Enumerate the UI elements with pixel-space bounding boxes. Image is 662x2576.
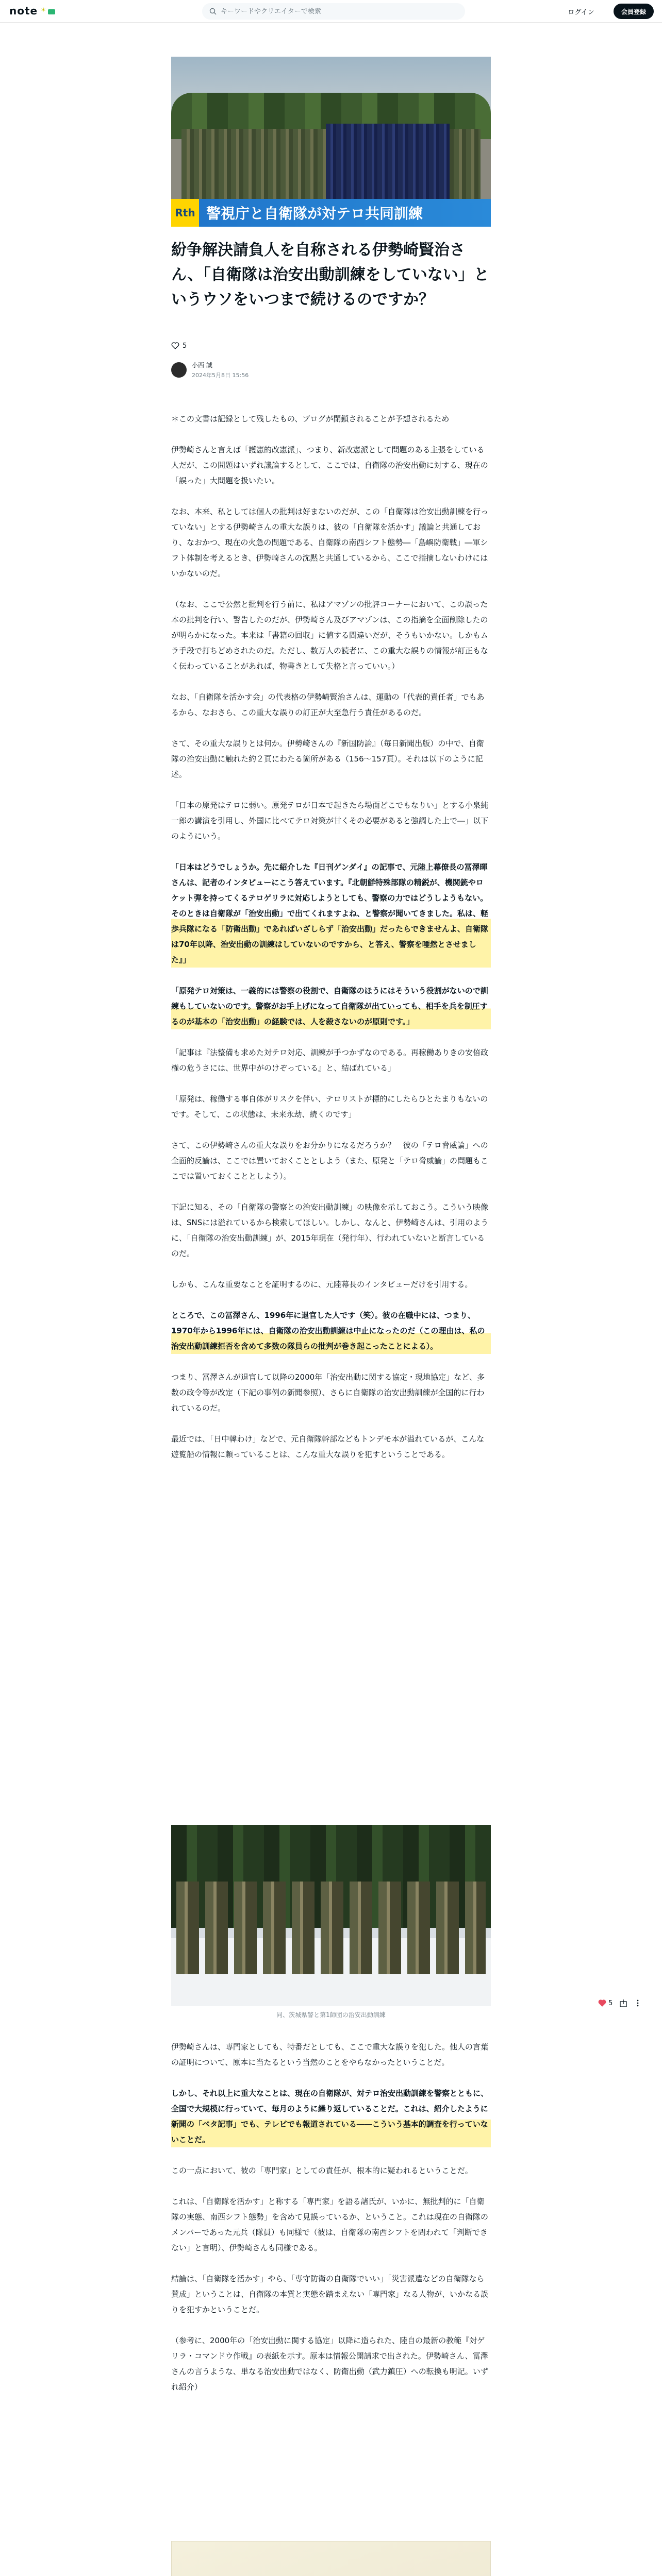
paragraph: この一点において、彼の「専門家」としての責任が、根本的に疑われるということだ。 bbox=[171, 2166, 473, 2175]
training-photo bbox=[171, 1825, 491, 2006]
paragraph: 伊勢崎さんは、専門家としても、特番だとしても、ここで重大な誤りを犯した。他人の言葉の証明について、原本に当たるという当然のことをやらなかったということだ。 bbox=[171, 2042, 489, 2067]
search-input[interactable] bbox=[221, 8, 448, 15]
avatar[interactable] bbox=[171, 362, 187, 378]
paragraph: 最近では、「日中韓わけ」などで、元自衛隊幹部などもトンデモ本が溢れているが、こんな遊覧船の情報に頼っていることは、こんな重大な誤りを犯すということである。 bbox=[171, 1434, 485, 1459]
heart-icon[interactable] bbox=[598, 1999, 606, 2007]
signup-button[interactable]: 会員登録 bbox=[614, 4, 654, 19]
paragraph: 「日本の原発はテロに弱い。原発テロが日本で起きたら場面どこでもなりい」とする小泉純一郎の講演を引用し、外国に比べてテロ対策が甘くその必要があると強調した上で―」以下のようにいう。 bbox=[171, 801, 489, 841]
share-icon[interactable] bbox=[620, 1999, 627, 2007]
author-name[interactable]: 小西 誠 bbox=[192, 362, 212, 369]
paragraph: なお、「自衛隊を活かす会」の代表格の伊勢崎賢治さんは、運動の「代表的責任者」でもあるから、なおさら、この重大な誤りの訂正が大至急行う責任があるのだ。 bbox=[171, 692, 485, 717]
hero-police bbox=[326, 124, 450, 201]
heart-icon[interactable] bbox=[171, 342, 179, 350]
paragraph: （参考に、2000年の「治安出動に関する協定」以降に造られた、陸自の最新の教範『対ゲリラ・コマンドウ作戦』の表紙を示す。原本は情報公開請求で出された。伊勢崎さん、冨澤さんの言うような、単なる治安出動ではなく、防衛出動（武力鎮圧）への転換も明記。いずれ紹介） bbox=[171, 2336, 488, 2392]
broadcaster-mark: Rth bbox=[171, 199, 199, 227]
paragraph: なお、本来、私としては個人の批判は好まないのだが、この「自衛隊は治安出動訓練を行っていない」とする伊勢崎さんの重大な誤りは、彼の「自衛隊を活かす」議論と共通しており、なおかつ、現在の火急の問題である、自衛隊の南西シフト態勢―「島嶼防衛戦」―軍シフト体制を考えるとき、伊勢崎さんの沈黙と共通しているから、ここで指摘しないわけにはいかないのだ。 bbox=[171, 507, 489, 578]
like-count: 5 bbox=[183, 342, 187, 350]
logo-badge-icon: ✶ bbox=[41, 4, 58, 18]
paragraph: しかも、こんな重要なことを証明するのに、元陸幕長のインタビューだけを引用する。 bbox=[171, 1280, 473, 1289]
paragraph: 「原発は、稼働する事自体がリスクを伴い、テロリストが標的にしたらひとたまりもないのです。そして、この状態は、未来永劫、続くのです」 bbox=[171, 1094, 488, 1119]
photo-soldiers bbox=[176, 1882, 486, 1974]
paragraph: 「記事は『法整備も求めた対テロ対応、訓練が手つかずなのである。再稼働ありきの安倍政権の危うさには、世界中がのけぞっている』と、結ばれている」 bbox=[171, 1048, 489, 1073]
hero-image bbox=[171, 57, 491, 227]
photo-caption: 同、茨城県警と第1師団の治安出動訓練 bbox=[276, 2011, 386, 2019]
top-nav-bar bbox=[0, 0, 662, 23]
like-row[interactable] bbox=[171, 342, 187, 350]
paragraph: 伊勢崎さんと言えば「護憲的改憲派」、つまり、新改憲派として問題のある主張をしている人だが、この問題はいずれ議論するとして、ここでは、自衛隊の治安出動に対する、現在の「誤った」大問題を扱いたい。 bbox=[171, 445, 488, 485]
hero-caption-text: 警視庁と自衛隊が対テロ共同訓練 bbox=[206, 205, 423, 222]
publish-date: 2024年5月8日 15:56 bbox=[192, 372, 249, 379]
manual-cover-image bbox=[171, 2541, 491, 2576]
side-like-count: 5 bbox=[608, 1999, 613, 2007]
paragraph: 下記に知る、その「自衛隊の警察との治安出動訓練」の映像を示しておこう。こういう映像は、SNSには溢れているから検索してほしい。しかし、なんと、伊勢崎さんは、引用のように、「自衛隊の治安出動訓練」が、2015年現在（発行年）、行われていないと断言しているのだ。 bbox=[171, 1202, 489, 1258]
paragraph: さて、その重大な誤りとは何か。伊勢崎さんの『新国防論』（毎日新聞出版）の中で、自衛隊の治安出動に触れた約２頁にわたる箇所がある（156〜157頁）。それは以下のように記述。 bbox=[171, 739, 484, 779]
logo-text: note bbox=[9, 5, 38, 17]
article-body bbox=[171, 411, 491, 1478]
search-bar[interactable] bbox=[202, 3, 465, 20]
more-icon[interactable] bbox=[634, 1999, 641, 2007]
side-actions bbox=[598, 1999, 641, 2007]
hero-caption-bar bbox=[171, 199, 491, 227]
login-button[interactable]: ログイン bbox=[559, 4, 603, 19]
paragraph: さて、この伊勢崎さんの重大な誤りをお分かりになるだろうか？ 彼の「テロ脅威論」への全面的反論は、ここでは置いておくこととしよう（また、原発と「テロ脅威論」の問題もここでは置いておくこととしよう）。 bbox=[171, 1141, 489, 1181]
quote-paragraph: 「原発テロ対策は、一義的には警察の役割で、自衛隊のほうにはそういう役割がないので訓練もしていないのです。警察がお手上げになって自衛隊が出ていっても、相手を兵を制圧するのが基本の「治安出動」の経験では、人を殺さないのが原則です。」 bbox=[171, 983, 491, 1029]
paragraph: 結論は、「自衛隊を活かす」やら、「専守防衛の自衛隊でいい」「災害派遣などの自衛隊なら賛成」ということは、自衛隊の本質と実態を踏まえない「専門家」なる人物が、いかなる誤りを犯すかということだ。 bbox=[171, 2274, 489, 2314]
paragraph: つまり、冨澤さんが退官して以降の2000年「治安出動に関する協定・現地協定」など、多数の政令等が改定（下記の事例の新聞参照）、さらに自衛隊の治安出動訓練が全国的に行われているのだ。 bbox=[171, 1372, 485, 1413]
search-icon bbox=[209, 8, 217, 15]
article-title: 紛争解決請負人を自称される伊勢崎賢治さん、「自衛隊は治安出動訓練をしていない」というウソをいつまで続けるのですか？ bbox=[171, 241, 489, 309]
article-body-continued bbox=[171, 2039, 491, 2410]
paragraph: ところで、この冨澤さん、1996年に退官した人です（笑）。彼の在職中には、つまり、1970年から1996年には、自衛隊の治安出動訓練は中止になったのだ（この理由は、私の治安出動訓練拒否を含めて多数の隊員らの批判が巻き起こったことによる）。 bbox=[171, 1308, 491, 1354]
note-logo[interactable] bbox=[9, 4, 58, 18]
side-like[interactable] bbox=[598, 1999, 613, 2007]
paragraph: しかし、それ以上に重大なことは、現在の自衛隊が、対テロ治安出動訓練を警察とともに、全国で大規模に行っていて、毎月のように繰り返していることだ。これは、紹介したように新聞の「ベタ記事」でも、テレビでも報道されている――こういう基本的調査を行っていないことだ。 bbox=[171, 2086, 491, 2147]
paragraph: ＊この文書は記録として残したもの、ブログが閉鎖されることが予想されるため bbox=[171, 414, 450, 423]
quote-paragraph: 「日本はどうでしょうか。先に紹介した『日刊ゲンダイ』の記事で、元陸上幕僚長の冨澤暉さんは、記者のインタビューにこう答えています。『北朝鮮特殊部隊の精鋭が、機関銃やロケット弾を持ってくるテロゲリラに対応しようとしても、警察の力ではどうしようもない。そのときは自衛隊が「治安出動」で出てくれますよね、と警察が聞いてきました。私は、軽歩兵隊になる「防衛出動」であればいざしらず「治安出動」だったらできませんよ、自衛隊は70年以降、治安出動の訓練はしていないのですから、と答え、警察を唖然とさせました』」 bbox=[171, 859, 491, 968]
paragraph: これは、「自衛隊を活かす」と称する「専門家」を語る諸氏が、いかに、無批判的に「自衛隊の実態、南西シフト態勢」を含めて見誤っているか、ということ。これは現在の自衛隊のメンバーであった元兵（隊員）も同様で（彼は、自衛隊の南西シフトを問われて「判断できない」と言明）、伊勢崎さんも同様である。 bbox=[171, 2197, 489, 2252]
paragraph: （なお、ここで公然と批判を行う前に、私はアマゾンの批評コーナーにおいて、この誤った本の批判を行い、警告したのだが、伊勢崎さん及びアマゾンは、この指摘を全面削除したのが明らかになった。本来は「書籍の回収」に値する間違いだが、そうもいかない。しかもムラ手段で打ちどめされたのだ。ただし、数万人の読者に、この重大な誤りの情報が訂正もなく伝わっていることがあれば、物書きとして失格と言っていい。） bbox=[171, 600, 489, 671]
author-block[interactable] bbox=[171, 361, 249, 379]
